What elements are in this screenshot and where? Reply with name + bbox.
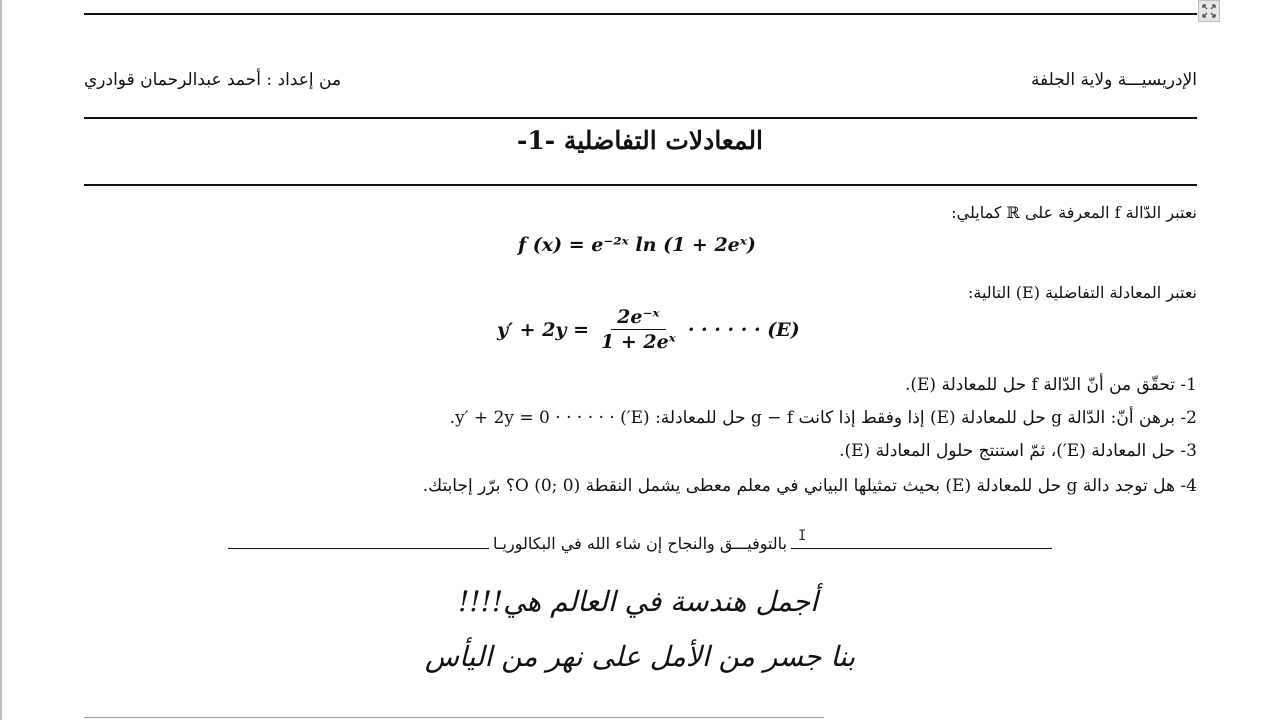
title-rule-bottom — [84, 184, 1197, 186]
differential-intro: نعتبر المعادلة التفاضلية (E) التالية: — [967, 283, 1197, 302]
equation-tag: · · · · · · (E) — [687, 318, 800, 341]
closing-wish — [228, 534, 1052, 553]
differential-equation — [497, 306, 800, 353]
author-credit: من إعداد : أحمد عبدالرحمان قوادري — [84, 70, 342, 90]
closing-line-left — [228, 548, 489, 549]
question-1: 1- تحقّق من أنّ الدّالة f حل للمعادلة (E). — [904, 375, 1197, 395]
title-rule-top — [84, 117, 1197, 119]
function-intro: نعتبر الدّالة f المعرفة على ℝ كمايلي: — [951, 203, 1197, 222]
school-name: الإدريسيـــة ولاية الجلفة — [1030, 70, 1197, 90]
equation-fraction — [595, 306, 682, 353]
question-4: 4- هل توجد دالة g حل للمعادلة (E) بحيث تمثيلها البياني في معلم معطى يشمل النقطة O (0; 0)؟ برّر إجابتك. — [422, 476, 1197, 496]
fraction-denominator: 1 + 2eˣ — [601, 331, 676, 353]
quote-line-2: بنا جسر من الأمل على نهر من اليأس — [424, 640, 856, 673]
fullscreen-button[interactable] — [1198, 0, 1220, 22]
closing-text: بالتوفيـــق والنجاح إن شاء الله في البكالوريـا — [492, 534, 788, 553]
text-cursor-icon: I — [798, 528, 807, 544]
page-title: المعادلات التفاضلية -1- — [516, 126, 764, 155]
closing-line-right — [791, 548, 1052, 549]
question-3: 3- حل المعادلة (E′)، ثمّ استنتج حلول المعادلة (E). — [839, 441, 1197, 461]
top-rule — [84, 13, 1197, 15]
expand-arrows-icon — [1202, 4, 1216, 18]
fraction-numerator: 2e⁻ˣ — [611, 306, 665, 330]
question-2: 2- برهن أنّ: الدّالة g حل للمعادلة (E) إذا وفقط إذا كانت g − f حل للمعادلة: (E′) · · · · · · y′ + 2y = 0. — [449, 408, 1197, 428]
equation-lhs: y′ + 2y = — [497, 318, 589, 341]
quote-line-1: أجمل هندسة في العالم هي!!!! — [458, 585, 818, 618]
function-equation: f (x) = e⁻²ˣ ln (1 + 2eˣ) — [518, 234, 756, 256]
bottom-rule — [84, 717, 824, 718]
